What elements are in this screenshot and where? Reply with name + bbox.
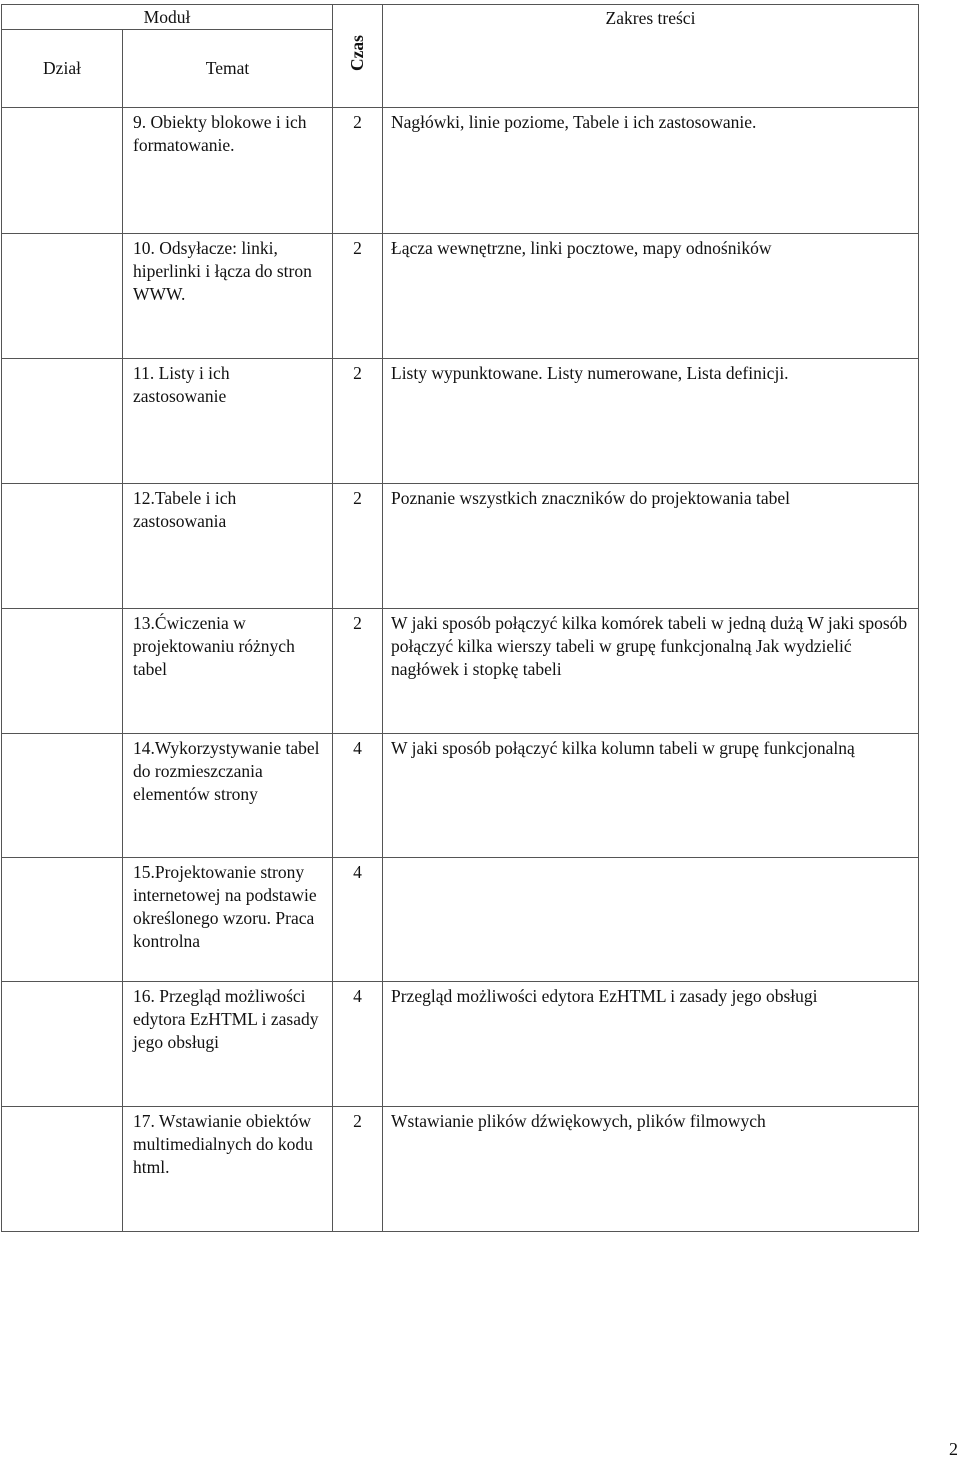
content-cell: [383, 858, 919, 982]
dzial-cell: [2, 108, 123, 234]
hours-cell: 4: [333, 734, 383, 858]
dzial-cell: [2, 484, 123, 609]
content-cell: Łącza wewnętrzne, linki pocztowe, mapy odnośników: [383, 234, 919, 359]
table-row: [2, 359, 919, 484]
table-row: [2, 609, 919, 734]
hours-cell: 2: [333, 484, 383, 609]
content-cell: Wstawianie plików dźwiękowych, plików filmowych: [383, 1107, 919, 1232]
content-cell: Nagłówki, linie poziome, Tabele i ich zastosowanie.: [383, 108, 919, 234]
dzial-cell: [2, 858, 123, 982]
dzial-cell: [2, 234, 123, 359]
topic-cell: 13.Ćwiczenia w projektowaniu różnych tabel: [123, 609, 333, 734]
topic-cell: 17. Wstawianie obiektów multimedialnych do kodu html.: [123, 1107, 333, 1232]
header-modul: Moduł: [2, 5, 333, 30]
table-row: [2, 484, 919, 609]
hours-cell: 2: [333, 108, 383, 234]
table-row: [2, 734, 919, 858]
topic-cell: 9. Obiekty blokowe i ich formatowanie.: [123, 108, 333, 234]
page-number: 2: [949, 1439, 958, 1459]
dzial-cell: [2, 734, 123, 858]
header-czas-label: Czas: [347, 35, 367, 71]
topic-cell: 11. Listy i ich zastosowanie: [123, 359, 333, 484]
content-cell: Przegląd możliwości edytora EzHTML i zasady jego obsługi: [383, 982, 919, 1107]
curriculum-table: [1, 4, 919, 1232]
hours-cell: 2: [333, 234, 383, 359]
content-cell: W jaki sposób połączyć kilka komórek tabeli w jedną dużą W jaki sposób połączyć kilka wierszy tabeli w grupę funkcjonalną Jak wydzielić nagłówek i stopkę tabeli: [383, 609, 919, 734]
topic-cell: 10. Odsyłacze: linki, hiperlinki i łącza do stron WWW.: [123, 234, 333, 359]
header-dzial: Dział: [2, 30, 123, 108]
hours-cell: 4: [333, 858, 383, 982]
dzial-cell: [2, 982, 123, 1107]
header-temat: Temat: [123, 30, 333, 108]
topic-cell: 15.Projektowanie strony internetowej na podstawie określonego wzoru. Praca kontrolna: [123, 858, 333, 982]
hours-cell: 2: [333, 1107, 383, 1232]
table-row: [2, 858, 919, 982]
header-row-top: [2, 5, 919, 30]
table-row: [2, 234, 919, 359]
topic-cell: 14.Wykorzystywanie tabel do rozmieszczania elementów strony: [123, 734, 333, 858]
table-row: [2, 1107, 919, 1232]
hours-cell: 4: [333, 982, 383, 1107]
hours-cell: 2: [333, 359, 383, 484]
topic-cell: 16. Przegląd możliwości edytora EzHTML i zasady jego obsługi: [123, 982, 333, 1107]
dzial-cell: [2, 609, 123, 734]
hours-cell: 2: [333, 609, 383, 734]
topic-cell: 12.Tabele i ich zastosowania: [123, 484, 333, 609]
dzial-cell: [2, 359, 123, 484]
table-row: [2, 982, 919, 1107]
content-cell: Poznanie wszystkich znaczników do projektowania tabel: [383, 484, 919, 609]
table-row: [2, 108, 919, 234]
content-cell: Listy wypunktowane. Listy numerowane, Lista definicji.: [383, 359, 919, 484]
header-zakres: Zakres treści: [383, 5, 919, 108]
header-czas: [333, 5, 383, 108]
dzial-cell: [2, 1107, 123, 1232]
content-cell: W jaki sposób połączyć kilka kolumn tabeli w grupę funkcjonalną: [383, 734, 919, 858]
